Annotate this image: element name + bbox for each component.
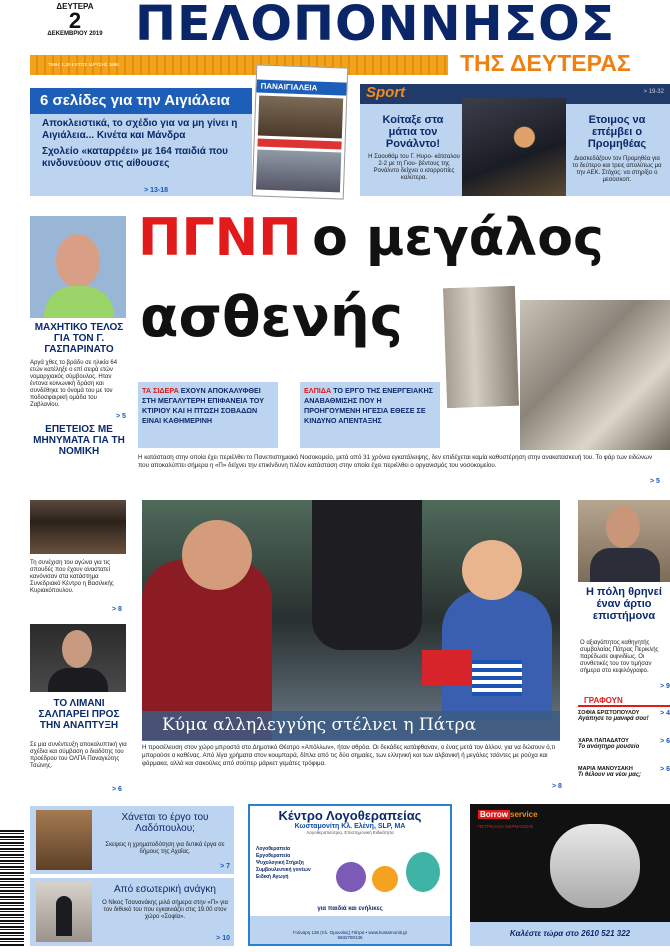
speech-therapy-ad[interactable]	[248, 804, 452, 946]
ad2-slogan: Καλέστε τώρα στο 2610 521 322	[470, 922, 670, 946]
aigialeia-box[interactable]	[30, 88, 252, 196]
photo-story-ref[interactable]: > 8	[552, 783, 562, 790]
writer2-ref: > 6	[660, 738, 670, 745]
photo-caption: Κύμα αλληλεγγύης στέλνει η Πάτρα	[142, 711, 560, 741]
ad1-phone: 6932790136	[337, 935, 363, 940]
headline-black2: ασθενής	[140, 285, 403, 350]
aigialeia-line2: Σχολείο «καταρρέει» με 164 παιδιά που κινδυνεύουν στις αίθουσες	[42, 146, 228, 169]
headline-black1: ο μεγάλος	[312, 208, 604, 268]
professor-ref[interactable]: > 9	[660, 683, 670, 690]
writer3[interactable]	[578, 766, 670, 778]
sport-left-title: Κοίταξε στα μάτια τον Ρονάλντο!	[382, 114, 444, 150]
ad1-title: Κέντρο Λογοθεραπείας	[278, 808, 422, 823]
gasparinatos-photo	[30, 216, 126, 318]
writer1[interactable]	[578, 710, 670, 722]
writer2-text: Το ανόητηρο μουσείο	[578, 744, 640, 750]
masthead-subtitle: ΤΗΣ ΔΕΥΤΕΡΑΣ	[460, 50, 631, 76]
bottom2-text: Ο Νίκος Τσανανάκης μιλά σήμερα στην «Π» για τον διθυκό του που εγκαινιάζει στις 19.00 στον χώρο «Σοφία».	[102, 900, 228, 920]
grafoun-header: ΓΡΑΦΟΥΝ	[578, 696, 670, 707]
bottom1-title: Χάνεται το έργο του Λαδόπουλου;	[121, 812, 209, 834]
ad1-service: Λογοθεραπεία	[256, 846, 291, 852]
fact1-title: ΤΑ ΣΙΔΕΡΑ	[142, 386, 179, 395]
fact1-text: ΕΧΟΥΝ ΑΠΟΚΑΛΥΦΘΕΙ ΣΤΗ ΜΕΓΑΛΥΤΕΡΗ ΕΠΙΦΑΝΕΙΑ ΤΟΥ ΚΤΙΡΙΟΥ ΚΑΙ Η ΠΤΩΣΗ ΣΟΒΑΔΩΝ ΕΙΝΑΙ ΚΑΘΗΜΕΡΙΝΗ	[142, 386, 264, 425]
bottom1-ref: > 7	[220, 863, 230, 870]
price-strip	[30, 55, 448, 75]
ad2-brand-a: Borrow	[480, 810, 508, 819]
fact2-title: ΕΛΠΙΔΑ	[304, 386, 332, 395]
heating-oil-ad[interactable]	[470, 804, 670, 946]
date-day: ΔΕΥΤΕΡΑ	[56, 2, 94, 11]
story3-ref[interactable]: > 6	[112, 786, 122, 793]
sport-ref: > 19-32	[643, 89, 664, 95]
ad1-name: Κωσταμονίτη Κλ. Ελένη, SLP, MA	[294, 823, 406, 830]
writer3-text: Τι θέλουν να νέοι μας;	[578, 772, 642, 778]
story3-text: Σε μια συνέντευξη αποκαλυπτική για σχέδια και σύμβαση ο διαδότης του προέδρου του ΟΛΠΑ Παναγιώτης Τσώνης.	[30, 742, 127, 769]
sport-box[interactable]	[360, 84, 670, 196]
story2-ref[interactable]: > 8	[112, 606, 122, 613]
hospital-ceiling-photo	[520, 300, 670, 450]
tsonis-photo	[30, 624, 126, 692]
bottom1-text: Σκεψεις η χρηματοδότηση για δυτικά έργα σε δήμους της Αχαΐας.	[105, 842, 225, 855]
aigialeia-ref[interactable]: > 13-18	[144, 187, 168, 194]
sport-right-text: Διασκεδάζουν τον Προμηθέα για το δεύτερο και τρεις απολύτως μα την ΑΕΚ. Στόχος: να στηρίξει ο μεσοσκοπ.	[572, 156, 662, 183]
ad1-footer-bar	[250, 916, 450, 944]
writer3-ref: > 6	[660, 766, 670, 773]
writer1-ref: > 4	[660, 710, 670, 717]
ad1-service: Ειδική Αγωγή	[256, 874, 289, 880]
professor-title: Η πόλη θρηνεί έναν άρτιο επιστήμονα	[586, 586, 662, 622]
writer1-text: Αγάπησε το μανιφά σου!	[578, 716, 649, 722]
fact-box-2	[300, 382, 440, 448]
ladopoulos-photo	[36, 810, 92, 870]
bottom2-title: Από εσωτερική ανάγκη	[114, 884, 216, 895]
ad1-footer: Γούναρη 136 (πλ. Ομονοίας) Πάτρα • www.kostamoniti.gr	[292, 930, 408, 935]
ad1-service: Συμβουλευτική γονέων	[256, 867, 311, 873]
headline-red: ΠΓΝΠ	[138, 208, 302, 268]
story1-title: ΜΑΧΗΤΙΚΟ ΤΕΛΟΣ ΓΙΑ ΤΟΝ Γ. ΓΑΣΠΑΡΙΝΑΤΟ	[34, 322, 124, 355]
story2-text: Τη συνέχιση του αγώνα για τις σπουδές που έχουν αναστατεί κανόνισαν στα κατάστημα Συνεδριακό Κέντρο η Βασιλικής Κυριακόπουλου.	[30, 560, 114, 594]
sport-left-text: Η Σαουθάμ του Γ. Ηυρο- κάτσαλου 2-2 με τη Γιου- βέντους της Ρονάλντο δείχνει ο ισορροπίες καλύτερα.	[368, 154, 460, 181]
aigialeia-title: 6 σελίδες για την Αιγιάλεια	[30, 88, 252, 114]
solidarity-photo	[142, 500, 560, 740]
ad2-product: ΠΕΤΡΕΛΑΙΟ ΘΕΡΜΑΝΣΗΣ	[478, 824, 534, 829]
bottom2-ref: > 10	[216, 935, 230, 942]
date-number: 2	[68, 8, 82, 33]
story1-text: Αργά χθες το βράδυ σε ηλικία 64 ετών κατέληξε ο επί σειρά ετών νομαρχιακός σύμβουλος. Ηταν έντονα κοινωνική δράση και συνδέθηκε το όνομά του με τον ποδοσφαιρική ομάδα του Ζαβλανίου.	[30, 360, 118, 408]
fact2-text: ΤΟ ΕΡΓΟ ΤΗΣ ΕΝΕΡΓΕΙΑΚΗΣ ΑΝΑΒΑΘΜΙΣΗΣ ΠΟΥ Η ΠΡΟΗΓΟΥΜΕΝΗ ΗΓΕΣΙΑ ΕΘΕΣΕ ΣΕ ΚΙΝΔΥΝΟ ΑΠΕΝΤΑΞΗΣ	[304, 386, 433, 425]
story2-title: ΕΠΕΤΕΙΟΣ ΜΕ ΜΗΝΥΜΑΤΑ ΓΙΑ ΤΗ ΝΟΜΙΚΗ	[33, 424, 125, 457]
story1-ref[interactable]: > 5	[116, 413, 126, 420]
story3-title: ΤΟ ΛΙΜΑΝΙ ΣΑΛΠΑΡΕΙ ΠΡΟΣ ΤΗΝ ΑΝΑΠΤΥΞΗ	[38, 698, 120, 731]
masthead-title: ΠΕΛΟΠΟΝΝΗΣΟΣ	[135, 0, 616, 52]
ad1-tagline: για παιδιά και ενήλικες	[317, 906, 383, 912]
writer1-name: ΣΟΦΙΑ ΕΡΙΣΤΟΠΟΥΛΟΥ	[578, 710, 640, 716]
ad2-brand	[478, 810, 538, 819]
ad1-services	[256, 846, 311, 881]
date-block	[30, 2, 120, 48]
photo-story-text: Η προσέλευση στον χώρο μπροστά στο Δημοτικό Θέατρο «Απόλλων», ήταν αθρόα. Οι δεκάδες κατάφθαναν, ο ένας μετά τον άλλον, για να δώσουν ό,τι μπορούσε ο καθένας. Από λίγα χρήματα στον κουμπαρά, δίπλα από τις δύο σημαίες, των ελληνική και των αλβανική ή μεγάλες τσάντες με ρούχα και φάρμακα, αλλά και σακούλες από σούπερ μάρκετ γεμάτες τρόφιμα.	[142, 744, 556, 767]
bottom-box-1[interactable]	[30, 806, 234, 874]
basketball-photo	[462, 98, 566, 196]
price-text: ΤΙΜΗ: 1,20 € ΕΤΟΣ ΙΔΡΥΣΗΣ 1886	[48, 62, 119, 67]
ad1-subtitle: Λογοθεραπεύτρια, Επιστημονική Ειδικότητα	[306, 830, 394, 835]
bottom-box-2[interactable]	[30, 878, 234, 946]
fact-box-1	[138, 382, 278, 448]
ad1-service: Εργοθεραπεία	[256, 853, 291, 859]
writer3-name: ΜΑΡΙΑ ΜΑΝΟΥΣΑΚΗ	[578, 766, 633, 772]
piggy-bank-icon	[550, 824, 640, 908]
date-month: ΔΕΚΕΜΒΡΙΟΥ 2019	[47, 31, 103, 37]
panaigialeia-title: ΠΑΝΑΙΓΙΑΛΕΙΑ	[256, 79, 346, 95]
law-school-photo	[30, 500, 126, 554]
barcode	[0, 830, 24, 946]
sport-label: Sport	[366, 84, 406, 101]
aigialeia-line1: Αποκλειστικά, το σχέδιο για να μη γίνει η Αιγιάλεια... Κινέτα και Μάνδρα	[42, 118, 238, 141]
owl-illustration	[336, 848, 446, 894]
ad2-brand-b: service	[510, 810, 538, 819]
panaigialeia-insert	[252, 64, 349, 199]
tsananakis-photo	[36, 882, 92, 942]
headline-hospital[interactable]	[138, 208, 604, 268]
professor-text: Ο αξιαγάπητος καθηγητής συμβολαίας Πάτρας Περικλής παρέδωσε αιφνιδίως. Οι συνθετικές του τον τιμήσαν σήμερα στο κεφιλόγραφο.	[580, 640, 659, 674]
professor-photo	[578, 500, 670, 582]
writer2[interactable]	[578, 738, 670, 750]
sport-right-title: Ετοιμος να επέμβει ο Προμηθέας	[587, 114, 647, 150]
hospital-wall-photo	[441, 284, 521, 411]
hospital-ref[interactable]: > 5	[650, 478, 660, 485]
ad1-service: Ψυχολογική Στήριξη	[256, 860, 304, 866]
writer2-name: ΧΑΡΑ ΠΑΠΑΔΑΤΟΥ	[578, 738, 629, 744]
hospital-paragraph: Η κατάσταση στην οποία έχει περιέλθει το Πανεπιστημιακό Νοσοκομείο, μετά από 31 χρόνια εγκατάλειψης, δεν επιδέχεται καμία καθυστέρηση στην ανακατασκευή του. Το φάρ των ειδώνων που αποκαλύπτει σήμερα η «Π» δείχνει την επικίνδυνη πλέον κατάσταση στην οποία έχει περιέλθει ο οργανισμός του νοσοκομείου.	[138, 454, 653, 469]
